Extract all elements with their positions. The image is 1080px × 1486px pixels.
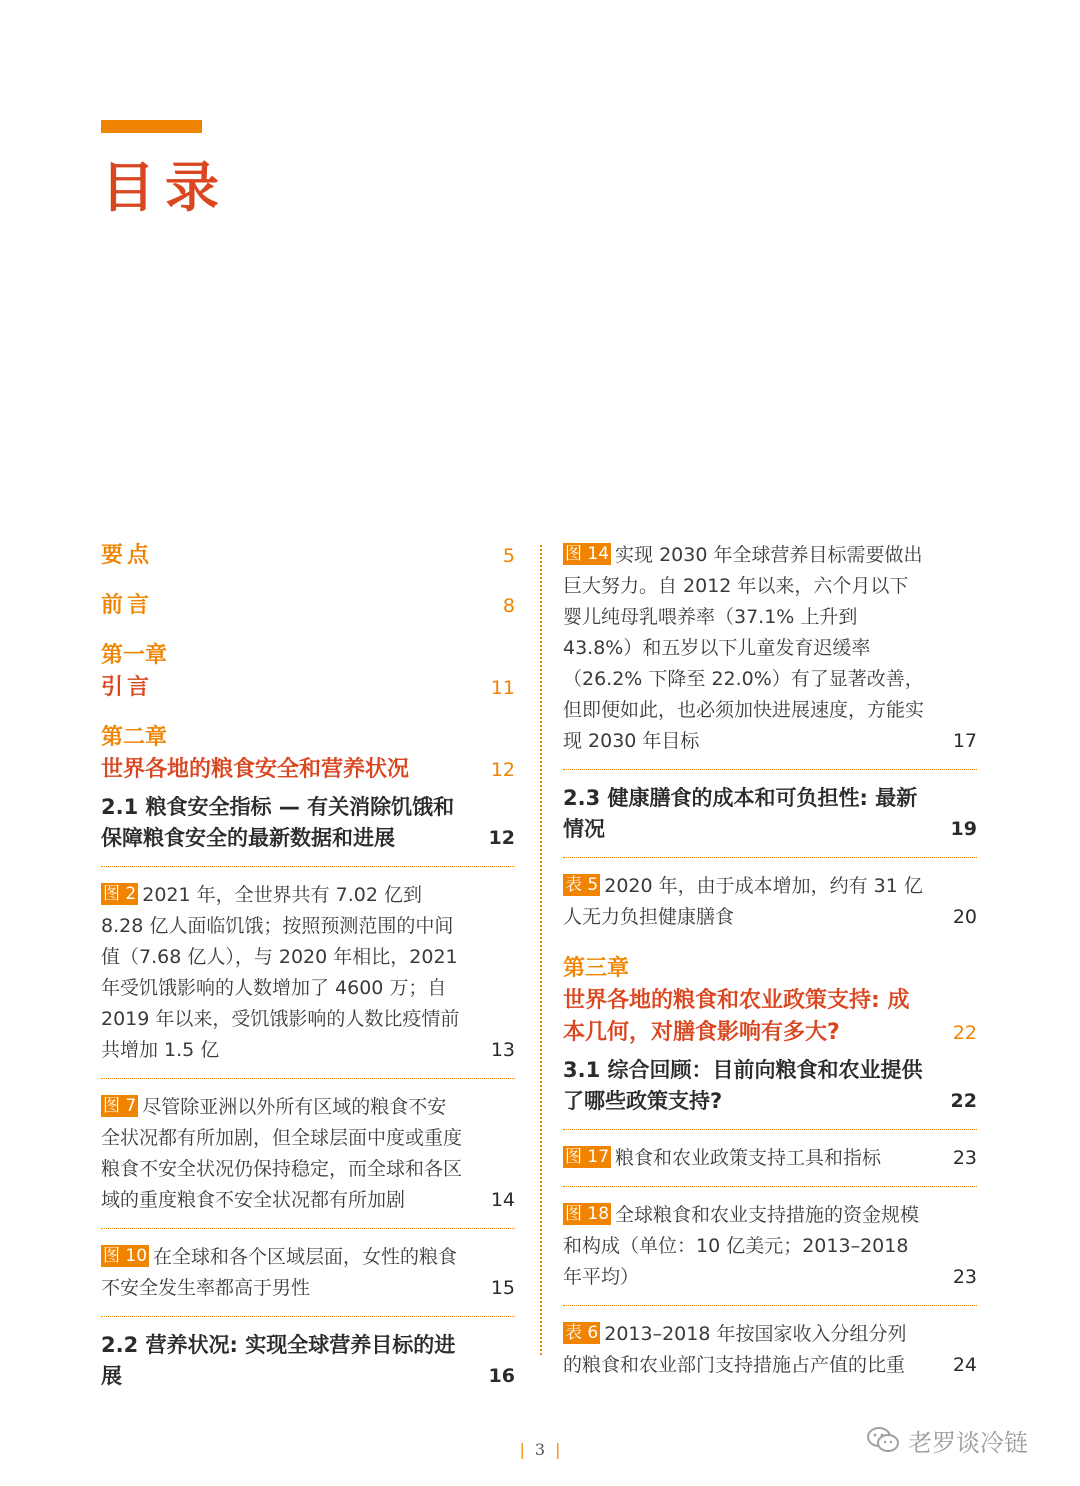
figure-tag: 图 17 <box>565 1147 610 1167</box>
toc-page-number: 23 <box>952 1266 977 1288</box>
toc-entry-section-2-1[interactable] <box>101 792 515 854</box>
dotted-separator <box>563 1186 977 1188</box>
chapter-title: 引言 <box>101 675 154 700</box>
dotted-separator <box>563 769 977 771</box>
table-caption: 2020 年，由于成本增加，约有 31 亿人无力负担健康膳食 <box>563 875 923 928</box>
table-tag: 表 5 <box>565 875 599 895</box>
toc-entry-key-messages[interactable] <box>101 540 515 572</box>
page-number: 3 <box>534 1440 546 1459</box>
toc-page-number: 16 <box>488 1365 515 1387</box>
watermark <box>866 1420 1028 1460</box>
dotted-separator <box>101 1228 515 1230</box>
column-divider <box>540 545 542 1355</box>
dotted-separator <box>563 857 977 859</box>
toc-entry-section-2-2[interactable] <box>101 1330 515 1392</box>
figure-tag: 图 18 <box>565 1204 610 1224</box>
toc-left-column <box>101 540 515 1392</box>
toc-entry-figure-7[interactable] <box>101 1092 515 1216</box>
toc-entry-figure-14[interactable] <box>563 540 977 757</box>
figure-tag: 图 7 <box>103 1096 137 1116</box>
chapter-number: 第二章 <box>101 725 168 750</box>
table-caption: 2013–2018 年按国家收入分组分列的粮食和农业部门支持措施占产值的比重 <box>563 1323 907 1376</box>
dotted-separator <box>101 1316 515 1318</box>
toc-entry-chapter-1[interactable] <box>101 640 515 704</box>
table-tag: 表 6 <box>565 1323 599 1343</box>
figure-caption: 全球粮食和农业支持措施的资金规模和构成（单位：10 亿美元；2013–2018 年平均） <box>563 1204 920 1288</box>
toc-entry-figure-18[interactable] <box>563 1200 977 1293</box>
dotted-separator <box>101 866 515 868</box>
toc-entry-label: 要点 <box>101 543 154 568</box>
dotted-separator <box>563 1129 977 1131</box>
toc-page-number: 5 <box>502 545 515 567</box>
toc-page-number: 11 <box>490 677 515 699</box>
figure-caption: 2021 年，全世界共有 7.02 亿到 8.28 亿人面临饥饿；按照预测范围的中间值（7.68 亿人），与 2020 年相比，2021 年受饥饿影响的人数增加了 4600 万；自 2019 年以来，受饥饿影响的人数比疫情前共增加 1.5 亿 <box>101 884 460 1061</box>
figure-caption: 尽管除亚洲以外所有区域的粮食不安全状况都有所加剧，但全球层面中度或重度粮食不安全状况仍保持稳定，而全球和各区域的重度粮食不安全状况都有所加剧 <box>101 1096 463 1211</box>
toc-entry-chapter-3[interactable] <box>563 953 977 1049</box>
figure-tag: 图 10 <box>103 1246 148 1266</box>
toc-page-number: 22 <box>952 1022 977 1044</box>
wechat-icon <box>866 1425 900 1455</box>
chapter-title: 世界各地的粮食和农业政策支持: 成本几何，对膳食影响有多大? <box>563 988 910 1045</box>
toc-page-number: 12 <box>490 759 515 781</box>
figure-tag: 图 14 <box>565 544 610 564</box>
toc-entry-figure-2[interactable] <box>101 880 515 1066</box>
toc-entry-section-2-3[interactable] <box>563 783 977 845</box>
section-title: 2.2 营养状况: 实现全球营养目标的进展 <box>101 1333 456 1388</box>
section-title: 3.1 综合回顾：目前向粮食和农业提供了哪些政策支持? <box>563 1058 923 1113</box>
footer-bar-right: | <box>555 1440 561 1459</box>
toc-page-number: 20 <box>952 906 977 928</box>
toc-page-number: 17 <box>952 730 977 752</box>
toc-entry-label: 前言 <box>101 593 154 618</box>
toc-page-number: 24 <box>952 1354 977 1376</box>
toc-page-number: 15 <box>490 1277 515 1299</box>
figure-caption: 粮食和农业政策支持工具和指标 <box>615 1147 882 1169</box>
title-accent-bar <box>101 120 202 133</box>
page-title: 目录 <box>101 156 229 219</box>
section-title: 2.1 粮食安全指标 — 有关消除饥饿和保障粮食安全的最新数据和进展 <box>101 795 455 850</box>
toc-page-number: 14 <box>490 1189 515 1211</box>
toc-entry-figure-17[interactable] <box>563 1143 977 1174</box>
toc-right-column <box>563 540 977 1381</box>
toc-page-number: 22 <box>950 1090 977 1112</box>
section-title: 2.3 健康膳食的成本和可负担性: 最新情况 <box>563 786 918 841</box>
toc-entry-chapter-2[interactable] <box>101 722 515 786</box>
dotted-separator <box>563 1305 977 1307</box>
toc-page-number: 12 <box>488 827 515 849</box>
figure-caption: 在全球和各个区域层面，女性的粮食不安全发生率都高于男性 <box>101 1246 458 1299</box>
toc-page-number: 23 <box>952 1147 977 1169</box>
toc-entry-foreword[interactable] <box>101 590 515 622</box>
footer-bar-left: | <box>519 1440 525 1459</box>
toc-entry-table-5[interactable] <box>563 871 977 933</box>
toc-entry-section-3-1[interactable] <box>563 1055 977 1117</box>
chapter-number: 第三章 <box>563 956 630 981</box>
figure-caption: 实现 2030 年全球营养目标需要做出巨大努力。自 2012 年以来，六个月以下婴儿纯母乳喂养率（37.1% 上升到 43.8%）和五岁以下儿童发育迟缓率（26.2% 下降至 22.0%）有了显著改善，但即便如此，也必须加快进展速度，方能实现 2030 年目标 <box>563 544 925 752</box>
figure-tag: 图 2 <box>103 884 137 904</box>
dotted-separator <box>101 1078 515 1080</box>
chapter-number: 第一章 <box>101 643 168 668</box>
chapter-title: 世界各地的粮食安全和营养状况 <box>101 757 410 782</box>
toc-page-number: 13 <box>490 1039 515 1061</box>
watermark-text: 老罗谈冷链 <box>908 1428 1028 1457</box>
toc-entry-figure-10[interactable] <box>101 1242 515 1304</box>
toc-entry-table-6[interactable] <box>563 1319 977 1381</box>
toc-page-number: 8 <box>502 595 515 617</box>
toc-page-number: 19 <box>950 818 977 840</box>
